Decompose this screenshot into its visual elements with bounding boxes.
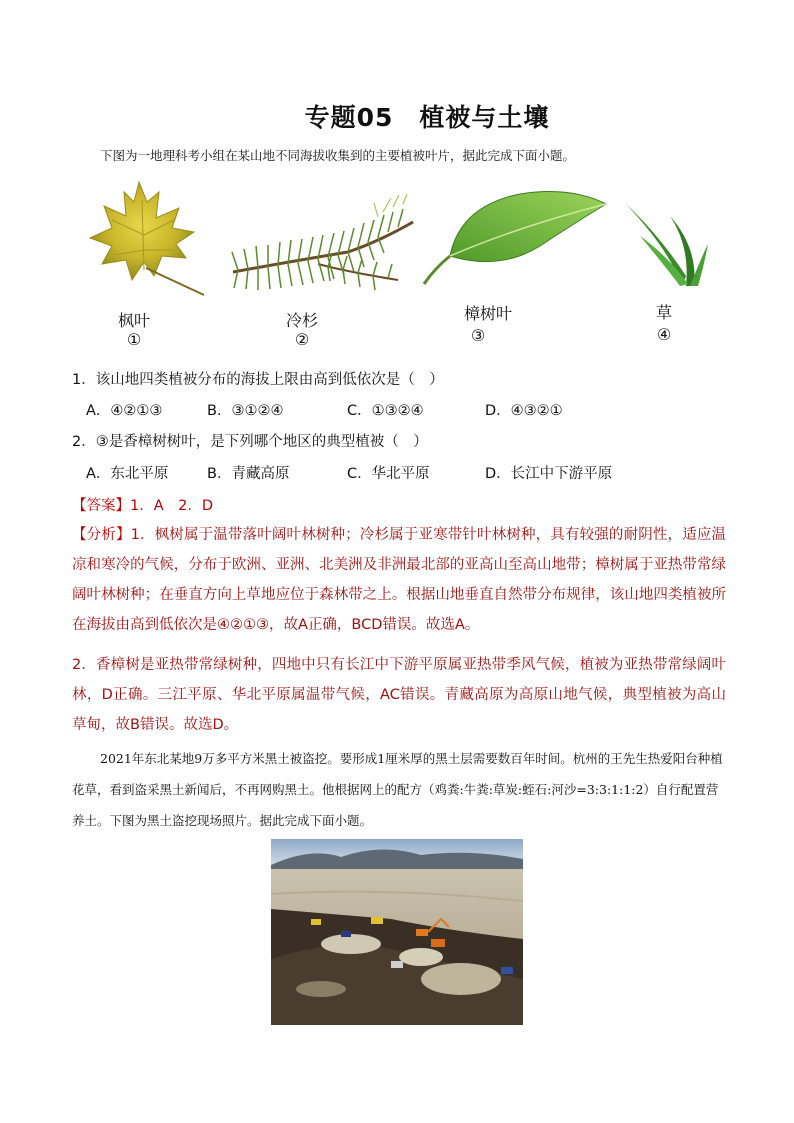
page-title: 专题05 植被与土壤 — [304, 103, 550, 132]
black-soil-excavation-photo — [271, 839, 523, 1025]
q2-option-d: D．长江中下游平原 — [485, 466, 613, 482]
q1-option-d: D．④③②① — [485, 403, 563, 419]
leaf-label-maple: 枫叶 — [117, 311, 150, 330]
analysis-paragraph-2: 2．香樟树是亚热带常绿树种，四地中只有长江中下游平原属亚热带季风气候，植被为亚热带常绿阔叶林，D正确。三江平原、华北平原属温带气候，AC错误。青藏高原为高原山地气候，典型植被为高山草甸，故B错误。故选D。 — [72, 657, 726, 733]
q1-option-a: A．④②①③ — [86, 403, 163, 419]
q2-option-c: C．华北平原 — [347, 466, 430, 482]
leaf-label-camphor: 樟树叶 — [463, 304, 512, 323]
leaf-num-3: ③ — [470, 326, 486, 345]
answer-line — [72, 494, 213, 515]
q1-option-b: B．③①②④ — [207, 403, 284, 419]
answer-tag: 【答案】 — [72, 498, 130, 514]
q2-option-b: B．青藏高原 — [207, 466, 290, 482]
passage-2: 2021年东北某地9万多平方米黑土被盗挖。要形成1厘米厚的黑土层需要数百年时间。杭州的王先生热爱阳台种植花草，看到盗采黑土新闻后，不再网购黑土。他根据网上的配方（鸡粪:牛粪:草炭:蛭石:河沙=3:3:1:1:2）自行配置营养土。下图为黑土盗挖现场照片。据此完成下面小题。 — [72, 751, 723, 828]
answer-text: 1．A 2．D — [130, 498, 214, 514]
question-2-stem: 2．③是香樟树树叶，是下列哪个地区的典型植被（ ） — [72, 434, 428, 450]
analysis-paragraph-1 — [72, 520, 726, 640]
grass-image — [620, 196, 710, 288]
analysis-tag: 【分析】 — [72, 527, 131, 543]
leaf-label-fir: 冷杉 — [285, 311, 318, 330]
q2-option-a: A．东北平原 — [86, 466, 169, 482]
fir-branch-image — [228, 192, 418, 297]
leaf-num-2: ② — [294, 330, 310, 349]
maple-leaf-image — [84, 180, 214, 300]
intro-text: 下图为一地理科考小组在某山地不同海拔收集到的主要植被叶片，据此完成下面小题。 — [100, 148, 576, 163]
camphor-leaf-image — [420, 186, 610, 286]
leaf-num-4: ④ — [656, 325, 672, 344]
analysis-text-1: 1．枫树属于温带落叶阔叶林树种；冷杉属于亚寒带针叶林树种，具有较强的耐阴性，适应温凉和寒冷的气候，分布于欧洲、亚洲、北美洲及非洲最北部的亚高山至高山地带；樟树属于亚热带常绿阔叶林树种；在垂直方向上草地应位于森林带之上。根据山地垂直自然带分布规律，该山地四类植被所在海拔由高到低依次是④②①③，故A正确，BCD错误。故选A。 — [72, 527, 726, 633]
leaf-num-1: ① — [126, 330, 142, 349]
question-1-stem: 1．该山地四类植被分布的海拔上限由高到低依次是（ ） — [72, 372, 444, 388]
q1-option-c: C．①③②④ — [347, 403, 424, 419]
leaf-label-grass: 草 — [655, 303, 672, 322]
